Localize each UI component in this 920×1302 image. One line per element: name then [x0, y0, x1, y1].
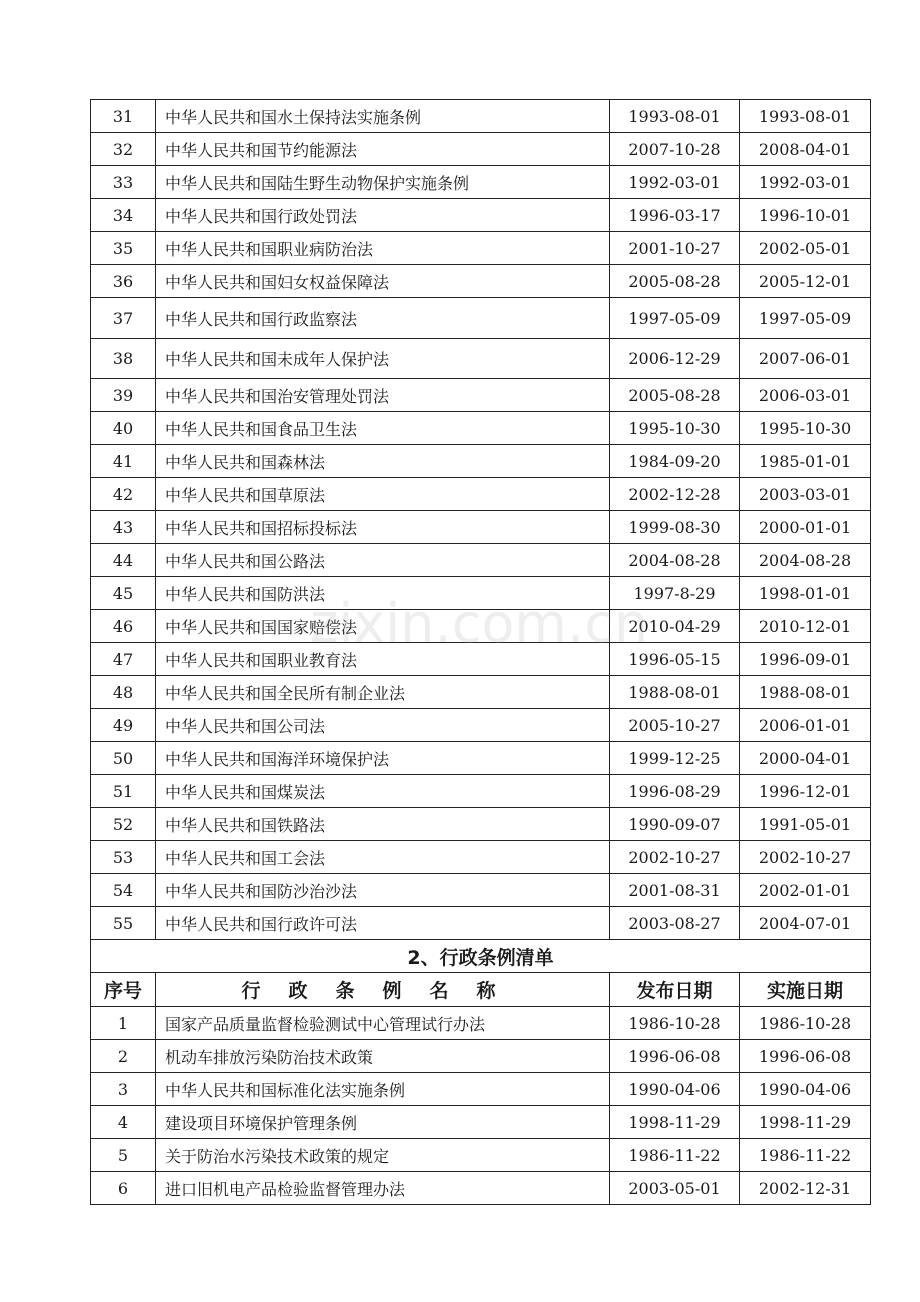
effective-date: 1996-12-01	[740, 775, 871, 808]
publish-date: 2010-04-29	[610, 610, 740, 643]
publish-date: 2002-10-27	[610, 841, 740, 874]
law-name: 中华人民共和国行政许可法	[156, 907, 610, 940]
row-number: 39	[91, 379, 156, 412]
law-name: 中华人民共和国食品卫生法	[156, 412, 610, 445]
law-row	[91, 100, 871, 133]
law-row	[91, 511, 871, 544]
law-row	[91, 379, 871, 412]
effective-date: 2000-01-01	[740, 511, 871, 544]
effective-date: 1986-11-22	[740, 1139, 871, 1172]
effective-date: 1997-05-09	[740, 298, 871, 339]
row-number: 44	[91, 544, 156, 577]
watermark: zixin.com.cn	[310, 592, 649, 655]
publish-date: 1984-09-20	[610, 445, 740, 478]
effective-date: 2007-06-01	[740, 339, 871, 379]
publish-date: 2003-08-27	[610, 907, 740, 940]
effective-date: 2006-01-01	[740, 709, 871, 742]
publish-date: 1999-08-30	[610, 511, 740, 544]
publish-date: 2005-08-28	[610, 379, 740, 412]
law-name: 中华人民共和国招标投标法	[156, 511, 610, 544]
row-number: 32	[91, 133, 156, 166]
law-name: 中华人民共和国防沙治沙法	[156, 874, 610, 907]
law-row	[91, 265, 871, 298]
effective-date: 1992-03-01	[740, 166, 871, 199]
effective-date: 1988-08-01	[740, 676, 871, 709]
regulation-name: 中华人民共和国标准化法实施条例	[156, 1073, 610, 1106]
law-name: 中华人民共和国节约能源法	[156, 133, 610, 166]
publish-date: 1993-08-01	[610, 100, 740, 133]
effective-date: 2008-04-01	[740, 133, 871, 166]
section-title: 2、行政条例清单	[91, 940, 871, 973]
publish-date: 1996-08-29	[610, 775, 740, 808]
regulation-row	[91, 1139, 871, 1172]
publish-date: 2001-10-27	[610, 232, 740, 265]
row-number: 47	[91, 643, 156, 676]
effective-date: 2005-12-01	[740, 265, 871, 298]
effective-date: 2002-01-01	[740, 874, 871, 907]
publish-date: 1996-06-08	[610, 1040, 740, 1073]
law-row	[91, 412, 871, 445]
row-number: 55	[91, 907, 156, 940]
law-name: 中华人民共和国森林法	[156, 445, 610, 478]
publish-date: 2002-12-28	[610, 478, 740, 511]
effective-date: 2004-08-28	[740, 544, 871, 577]
publish-date: 2004-08-28	[610, 544, 740, 577]
row-number: 49	[91, 709, 156, 742]
column-header-row	[91, 973, 871, 1007]
row-number: 33	[91, 166, 156, 199]
effective-date: 2002-05-01	[740, 232, 871, 265]
law-row	[91, 339, 871, 379]
row-number: 38	[91, 339, 156, 379]
row-number: 3	[91, 1073, 156, 1106]
table-body	[91, 100, 871, 1205]
row-number: 40	[91, 412, 156, 445]
law-name: 中华人民共和国职业教育法	[156, 643, 610, 676]
publish-date: 1996-03-17	[610, 199, 740, 232]
effective-date: 2004-07-01	[740, 907, 871, 940]
law-row	[91, 298, 871, 339]
publish-date: 1986-11-22	[610, 1139, 740, 1172]
effective-date: 2002-10-27	[740, 841, 871, 874]
row-number: 45	[91, 577, 156, 610]
header-number: 序号	[91, 973, 156, 1007]
row-number: 34	[91, 199, 156, 232]
law-name: 中华人民共和国防洪法	[156, 577, 610, 610]
publish-date: 2007-10-28	[610, 133, 740, 166]
effective-date: 2003-03-01	[740, 478, 871, 511]
row-number: 41	[91, 445, 156, 478]
regulation-name: 进口旧机电产品检验监督管理办法	[156, 1172, 610, 1205]
effective-date: 1996-10-01	[740, 199, 871, 232]
regulation-row	[91, 1073, 871, 1106]
publish-date: 1992-03-01	[610, 166, 740, 199]
law-row	[91, 232, 871, 265]
effective-date: 1985-01-01	[740, 445, 871, 478]
effective-date: 1998-11-29	[740, 1106, 871, 1139]
header-effective-date: 实施日期	[740, 973, 871, 1007]
row-number: 42	[91, 478, 156, 511]
law-name: 中华人民共和国全民所有制企业法	[156, 676, 610, 709]
publish-date: 2001-08-31	[610, 874, 740, 907]
law-row	[91, 166, 871, 199]
law-name: 中华人民共和国职业病防治法	[156, 232, 610, 265]
regulation-name: 机动车排放污染防治技术政策	[156, 1040, 610, 1073]
law-row	[91, 643, 871, 676]
publish-date: 1997-05-09	[610, 298, 740, 339]
row-number: 5	[91, 1139, 156, 1172]
law-name: 中华人民共和国海洋环境保护法	[156, 742, 610, 775]
regulation-row	[91, 1106, 871, 1139]
law-name: 中华人民共和国草原法	[156, 478, 610, 511]
law-name: 中华人民共和国国家赔偿法	[156, 610, 610, 643]
row-number: 54	[91, 874, 156, 907]
law-name: 中华人民共和国水土保持法实施条例	[156, 100, 610, 133]
law-name: 中华人民共和国公司法	[156, 709, 610, 742]
publish-date: 1999-12-25	[610, 742, 740, 775]
row-number: 43	[91, 511, 156, 544]
effective-date: 1996-09-01	[740, 643, 871, 676]
publish-date: 1990-04-06	[610, 1073, 740, 1106]
publish-date: 1988-08-01	[610, 676, 740, 709]
regulation-row	[91, 1172, 871, 1205]
law-row	[91, 808, 871, 841]
effective-date: 1995-10-30	[740, 412, 871, 445]
header-publish-date: 发布日期	[610, 973, 740, 1007]
law-name: 中华人民共和国铁路法	[156, 808, 610, 841]
row-number: 53	[91, 841, 156, 874]
publish-date: 1990-09-07	[610, 808, 740, 841]
row-number: 31	[91, 100, 156, 133]
regulation-name: 关于防治水污染技术政策的规定	[156, 1139, 610, 1172]
law-row	[91, 478, 871, 511]
regulation-row	[91, 1007, 871, 1040]
law-row	[91, 199, 871, 232]
publish-date: 2006-12-29	[610, 339, 740, 379]
effective-date: 1998-01-01	[740, 577, 871, 610]
publish-date: 2003-05-01	[610, 1172, 740, 1205]
row-number: 4	[91, 1106, 156, 1139]
regulation-row	[91, 1040, 871, 1073]
publish-date: 1997-8-29	[610, 577, 740, 610]
law-row	[91, 709, 871, 742]
law-name: 中华人民共和国妇女权益保障法	[156, 265, 610, 298]
law-row	[91, 775, 871, 808]
effective-date: 2010-12-01	[740, 610, 871, 643]
row-number: 50	[91, 742, 156, 775]
row-number: 48	[91, 676, 156, 709]
law-row	[91, 742, 871, 775]
law-name: 中华人民共和国行政处罚法	[156, 199, 610, 232]
law-row	[91, 874, 871, 907]
effective-date: 2000-04-01	[740, 742, 871, 775]
publish-date: 2005-08-28	[610, 265, 740, 298]
law-name: 中华人民共和国陆生野生动物保护实施条例	[156, 166, 610, 199]
effective-date: 1986-10-28	[740, 1007, 871, 1040]
row-number: 35	[91, 232, 156, 265]
row-number: 46	[91, 610, 156, 643]
row-number: 2	[91, 1040, 156, 1073]
regulation-name: 国家产品质量监督检验测试中心管理试行办法	[156, 1007, 610, 1040]
publish-date: 1996-05-15	[610, 643, 740, 676]
regulations-table	[90, 99, 871, 1205]
row-number: 36	[91, 265, 156, 298]
publish-date: 1995-10-30	[610, 412, 740, 445]
effective-date: 1991-05-01	[740, 808, 871, 841]
row-number: 52	[91, 808, 156, 841]
law-name: 中华人民共和国煤炭法	[156, 775, 610, 808]
publish-date: 1986-10-28	[610, 1007, 740, 1040]
effective-date: 2006-03-01	[740, 379, 871, 412]
header-name: 行政条例名称	[156, 973, 610, 1007]
effective-date: 1996-06-08	[740, 1040, 871, 1073]
row-number: 51	[91, 775, 156, 808]
section-title-row	[91, 940, 871, 973]
row-number: 6	[91, 1172, 156, 1205]
law-row	[91, 577, 871, 610]
law-name: 中华人民共和国公路法	[156, 544, 610, 577]
law-row	[91, 676, 871, 709]
law-name: 中华人民共和国行政监察法	[156, 298, 610, 339]
effective-date: 1993-08-01	[740, 100, 871, 133]
law-row	[91, 544, 871, 577]
regulation-name: 建设项目环境保护管理条例	[156, 1106, 610, 1139]
law-row	[91, 445, 871, 478]
law-row	[91, 610, 871, 643]
publish-date: 2005-10-27	[610, 709, 740, 742]
law-row	[91, 841, 871, 874]
effective-date: 2002-12-31	[740, 1172, 871, 1205]
law-row	[91, 907, 871, 940]
row-number: 1	[91, 1007, 156, 1040]
law-name: 中华人民共和国未成年人保护法	[156, 339, 610, 379]
publish-date: 1998-11-29	[610, 1106, 740, 1139]
row-number: 37	[91, 298, 156, 339]
law-name: 中华人民共和国治安管理处罚法	[156, 379, 610, 412]
effective-date: 1990-04-06	[740, 1073, 871, 1106]
law-name: 中华人民共和国工会法	[156, 841, 610, 874]
law-row	[91, 133, 871, 166]
